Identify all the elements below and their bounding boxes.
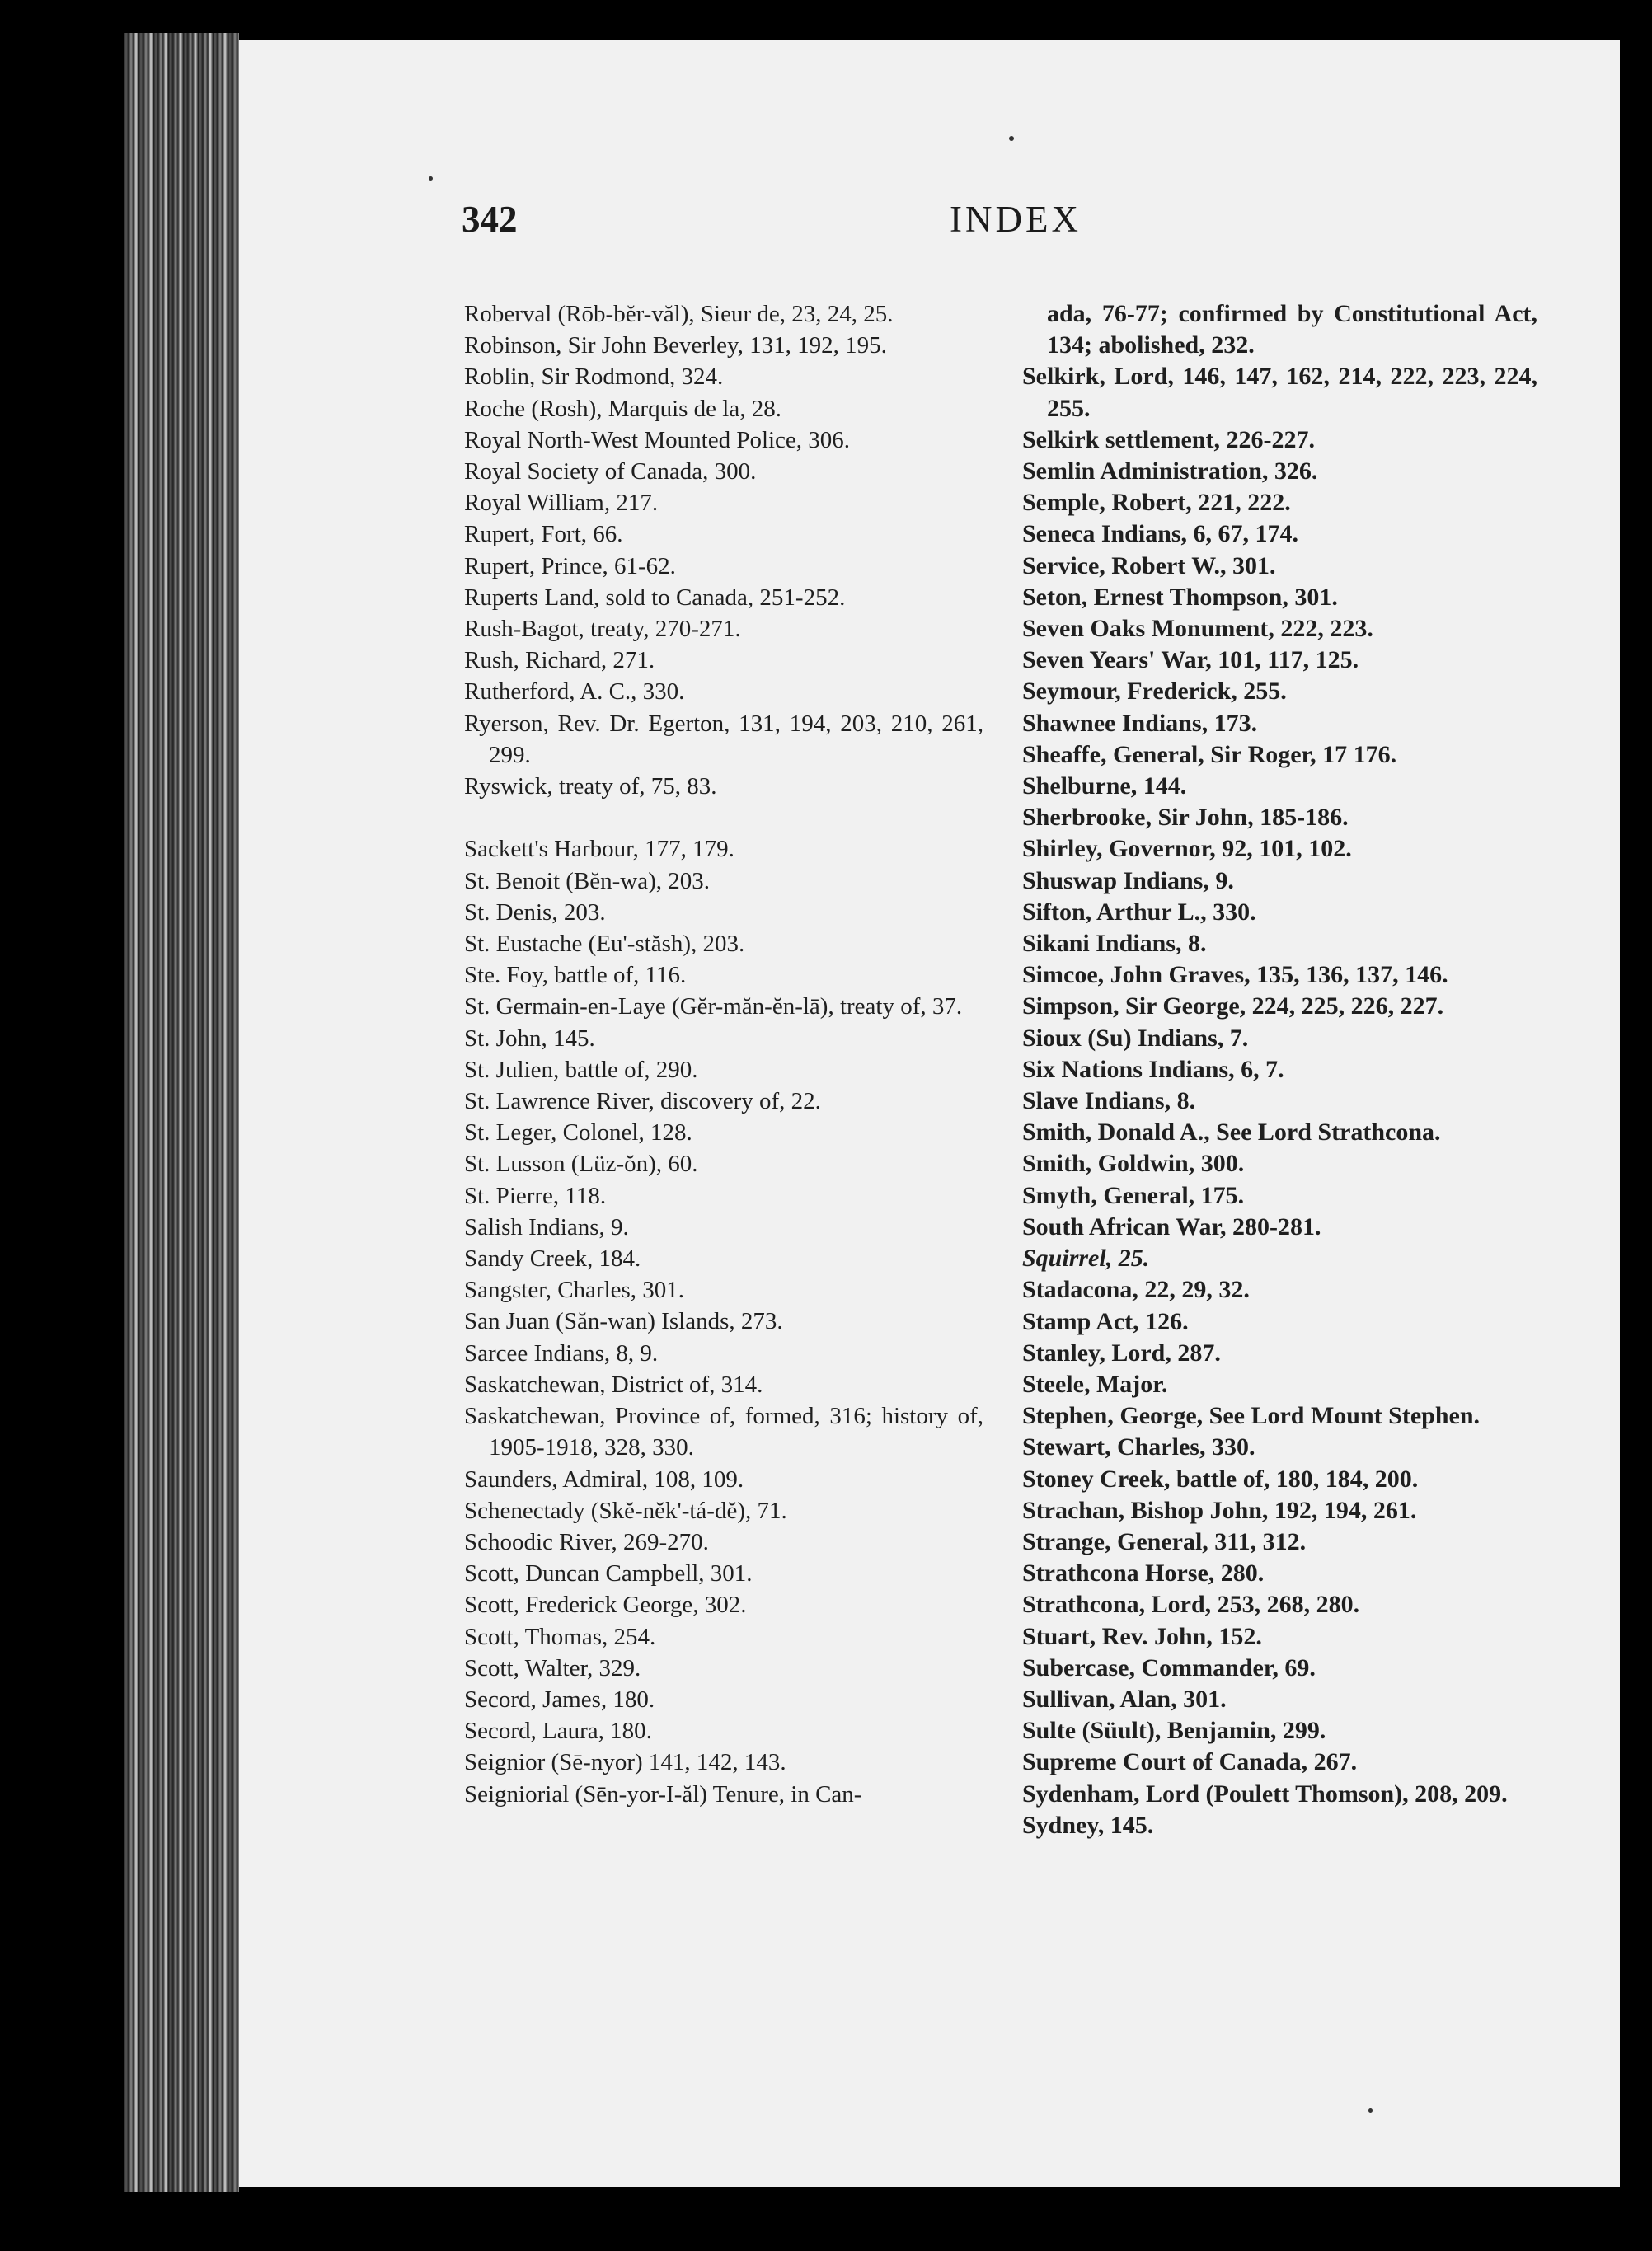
index-entry: Stamp Act, 126. bbox=[1022, 1307, 1189, 1335]
index-entry: Ste. Foy, battle of, 116. bbox=[464, 962, 687, 989]
index-entry: Squirrel, 25. bbox=[1022, 1245, 1150, 1273]
index-entry: Steele, Major. bbox=[1022, 1370, 1168, 1398]
index-entry: Robinson, Sir John Beverley, 131, 192, 195. bbox=[464, 332, 887, 359]
index-entry: Schoodic River, 269-270. bbox=[464, 1528, 709, 1555]
index-section-gap bbox=[464, 802, 983, 833]
index-entry: Strange, General, 311, 312. bbox=[1022, 1527, 1307, 1555]
index-entry: ada, 76-77; confirmed by Constitutional Act, 134; abolished, 232. bbox=[1047, 300, 1537, 359]
index-entry: Smith, Donald A., See Lord Strathcona. bbox=[1022, 1118, 1441, 1147]
index-entry: Stephen, George, See Lord Mount Stephen. bbox=[1022, 1402, 1480, 1430]
index-entry: Saskatchewan, District of, 314. bbox=[464, 1371, 763, 1398]
index-entry: Seven Oaks Monument, 222, 223. bbox=[1022, 615, 1373, 643]
index-entry: Stanley, Lord, 287. bbox=[1022, 1339, 1221, 1367]
index-entry: Supreme Court of Canada, 267. bbox=[1022, 1748, 1358, 1776]
index-entry: Sackett's Harbour, 177, 179. bbox=[464, 836, 734, 863]
index-entry: Service, Robert W., 301. bbox=[1022, 551, 1276, 579]
index-entry: Rush, Richard, 271. bbox=[464, 647, 655, 674]
index-entry: Sifton, Arthur L., 330. bbox=[1022, 898, 1256, 926]
index-entry: Sullivan, Alan, 301. bbox=[1022, 1685, 1227, 1713]
page-heading: INDEX bbox=[950, 199, 1082, 240]
index-entry: Simpson, Sir George, 224, 225, 226, 227. bbox=[1022, 992, 1444, 1020]
index-entry: Sherbrooke, Sir John, 185-186. bbox=[1022, 804, 1349, 832]
index-entry: Roche (Rosh), Marquis de la, 28. bbox=[464, 395, 781, 422]
index-entry: Selkirk, Lord, 146, 147, 162, 214, 222, 223, 224, 255. bbox=[1022, 363, 1537, 422]
index-entry: Rush-Bagot, treaty, 270-271. bbox=[464, 616, 741, 643]
index-entry: Sikani Indians, 8. bbox=[1022, 930, 1207, 958]
index-entry: Simcoe, John Graves, 135, 136, 137, 146. bbox=[1022, 961, 1448, 989]
scan-speck bbox=[1368, 2108, 1373, 2113]
index-entry: St. Lawrence River, discovery of, 22. bbox=[464, 1088, 821, 1115]
index-entry: Strachan, Bishop John, 192, 194, 261. bbox=[1022, 1496, 1417, 1524]
index-entry: Slave Indians, 8. bbox=[1022, 1087, 1196, 1115]
index-entry: Ryerson, Rev. Dr. Egerton, 131, 194, 203, 210, 261, 299. bbox=[464, 710, 983, 768]
index-entry: Ruperts Land, sold to Canada, 251-252. bbox=[464, 584, 846, 611]
running-head bbox=[462, 198, 1426, 264]
index-entry: South African War, 280-281. bbox=[1022, 1212, 1321, 1240]
index-entry: Saskatchewan, Province of, formed, 316; history of, 1905-1918, 328, 330. bbox=[464, 1403, 983, 1461]
index-entry: Semple, Robert, 221, 222. bbox=[1022, 489, 1291, 517]
index-entry: St. Leger, Colonel, 128. bbox=[464, 1119, 692, 1147]
index-entry: Stewart, Charles, 330. bbox=[1022, 1433, 1255, 1461]
index-entry: Shirley, Governor, 92, 101, 102. bbox=[1022, 835, 1352, 863]
index-entry: Stoney Creek, battle of, 180, 184, 200. bbox=[1022, 1465, 1419, 1493]
index-entry: Sydney, 145. bbox=[1022, 1811, 1154, 1839]
index-entry: Stadacona, 22, 29, 32. bbox=[1022, 1276, 1250, 1304]
index-entry: Sydenham, Lord (Poulett Thomson), 208, 209. bbox=[1022, 1780, 1508, 1808]
index-entry: Shelburne, 144. bbox=[1022, 772, 1187, 800]
index-entry: St. Pierre, 118. bbox=[464, 1182, 607, 1209]
index-entry: Strathcona, Lord, 253, 268, 280. bbox=[1022, 1591, 1360, 1619]
index-entry: Roberval (Rōb-bĕr-văl), Sieur de, 23, 24, 25. bbox=[464, 301, 894, 327]
index-entry: Selkirk settlement, 226-227. bbox=[1022, 425, 1315, 453]
index-entry: Rutherford, A. C., 330. bbox=[464, 678, 685, 706]
index-entry: Saunders, Admiral, 108, 109. bbox=[464, 1465, 744, 1493]
index-entry: Ryswick, treaty of, 75, 83. bbox=[464, 773, 717, 800]
index-entry: Scott, Duncan Campbell, 301. bbox=[464, 1560, 753, 1587]
scan-speck bbox=[429, 176, 433, 181]
index-entry: St. Julien, battle of, 290. bbox=[464, 1056, 698, 1083]
index-entry: St. John, 145. bbox=[464, 1025, 595, 1052]
index-entry: Seigniorial (Sēn-yor-I-ăl) Tenure, in Can- bbox=[464, 1780, 862, 1808]
scan-speck bbox=[1009, 136, 1014, 141]
index-entry: Shawnee Indians, 173. bbox=[1022, 709, 1258, 737]
index-entry: Salish Indians, 9. bbox=[464, 1213, 629, 1240]
index-entry: St. Eustache (Eu'-stăsh), 203. bbox=[464, 931, 745, 958]
index-entry: Sandy Creek, 184. bbox=[464, 1245, 641, 1273]
index-entry: St. Germain-en-Laye (Gĕr-măn-ĕn-lā), treaty of, 37. bbox=[464, 993, 963, 1020]
index-column-right bbox=[1022, 298, 1537, 1841]
index-entry: San Juan (Săn-wan) Islands, 273. bbox=[464, 1308, 783, 1335]
index-entry: Roblin, Sir Rodmond, 324. bbox=[464, 363, 724, 391]
index-entry: Strathcona Horse, 280. bbox=[1022, 1559, 1265, 1587]
index-entry: Smith, Goldwin, 300. bbox=[1022, 1150, 1245, 1178]
index-entry: Rupert, Fort, 66. bbox=[464, 521, 623, 548]
index-entry: Schenectady (Skĕ-nĕk'-tá-dĕ), 71. bbox=[464, 1497, 787, 1524]
index-entry: St. Benoit (Bĕn-wa), 203. bbox=[464, 867, 711, 894]
index-entry: Secord, James, 180. bbox=[464, 1686, 655, 1713]
index-entry: Stuart, Rev. John, 152. bbox=[1022, 1622, 1262, 1650]
index-entry: Scott, Frederick George, 302. bbox=[464, 1592, 747, 1619]
page-number: 342 bbox=[462, 199, 518, 240]
index-entry: Rupert, Prince, 61-62. bbox=[464, 552, 676, 579]
index-entry: Sulte (Süult), Benjamin, 299. bbox=[1022, 1717, 1326, 1745]
index-entry: Sarcee Indians, 8, 9. bbox=[464, 1339, 659, 1367]
index-entry: Sangster, Charles, 301. bbox=[464, 1277, 685, 1304]
index-entry: Subercase, Commander, 69. bbox=[1022, 1653, 1316, 1681]
index-entry: Secord, Laura, 180. bbox=[464, 1718, 652, 1745]
index-entry: Seven Years' War, 101, 117, 125. bbox=[1022, 646, 1359, 674]
index-entry: Seneca Indians, 6, 67, 174. bbox=[1022, 520, 1299, 548]
index-entry: Seignior (Sē-nyor) 141, 142, 143. bbox=[464, 1749, 786, 1776]
index-entry: Sheaffe, General, Sir Roger, 17 176. bbox=[1022, 740, 1397, 768]
index-entry: Royal Society of Canada, 300. bbox=[464, 458, 757, 485]
index-entry: St. Lusson (Lüz-ŏn), 60. bbox=[464, 1151, 698, 1178]
index-entry: St. Denis, 203. bbox=[464, 898, 606, 926]
index-entry: Royal William, 217. bbox=[464, 490, 659, 517]
index-entry: Scott, Thomas, 254. bbox=[464, 1623, 656, 1650]
book-binding-edge bbox=[124, 33, 239, 2192]
index-entry: Sioux (Su) Indians, 7. bbox=[1022, 1024, 1249, 1052]
index-column-left bbox=[464, 298, 983, 1810]
index-entry: Seymour, Frederick, 255. bbox=[1022, 678, 1287, 706]
index-entry: Shuswap Indians, 9. bbox=[1022, 866, 1234, 894]
index-entry: Seton, Ernest Thompson, 301. bbox=[1022, 583, 1338, 611]
index-entry: Royal North-West Mounted Police, 306. bbox=[464, 426, 851, 453]
index-entry: Semlin Administration, 326. bbox=[1022, 457, 1318, 485]
index-entry: Six Nations Indians, 6, 7. bbox=[1022, 1055, 1284, 1083]
index-entry: Scott, Walter, 329. bbox=[464, 1654, 641, 1681]
index-entry: Smyth, General, 175. bbox=[1022, 1181, 1245, 1209]
